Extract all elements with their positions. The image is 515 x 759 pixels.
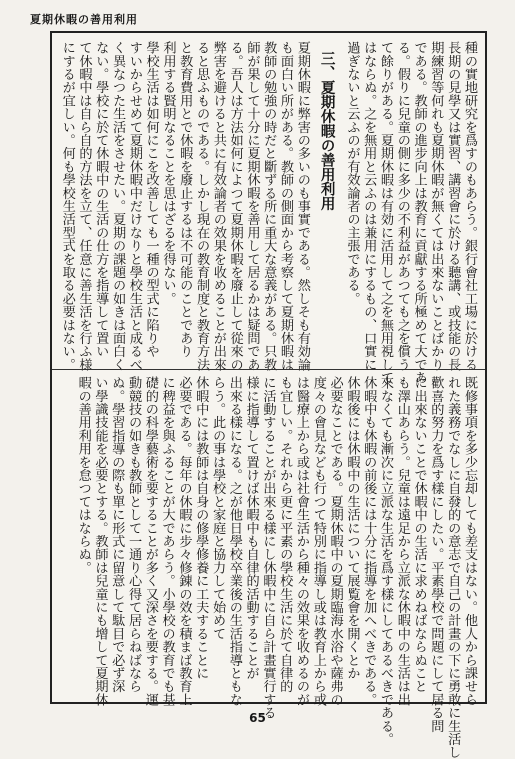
text-line: 期練習等何れも夏期休暇が無くては出來ないことばかり [428,41,444,371]
text-line: 來なくても漸次に立派な生活を爲す樣にしてあるべきである。 [378,376,394,746]
text-line: く異なつた生活をさせたい。夏期の課題の如きは面白く [110,41,126,371]
text-line: 必要なことである。夏期休暇中の夏期臨海水浴や薩弗の [327,376,343,706]
text-line: と教育費用とで休暇を廢止するは不可能のことであり [177,41,193,358]
upper-text-block [56,41,477,385]
text-line: 弊害を避けると共に有效論者の效果を收めることが出來 [210,41,226,371]
section-heading: 三、夏期休暇の善用利用 [318,51,335,211]
text-line: である。教師の進步向上は教育に貢獻する所極めて大であ [411,41,427,385]
text-line: 休暇中には教師は自身の修學修養に工夫することに [193,376,209,680]
text-line: 夏期休暇に弊害の多いのも事實である。然しそも有効論 [294,41,310,371]
text-line: 學校生活は如何にこを改善しても一種の型式に陷りや [143,41,159,358]
text-line: も宜しい。それから更に平素の學校生活に於て自律的 [277,376,293,693]
lower-paragraph-3 [74,376,209,706]
text-line: すいからせめて夏期休暇中だけなりと學校生活と成るべ [126,41,142,371]
text-line: ると思ふものである。しかし現在の教育制度と教育方法 [194,41,210,371]
text-line: に出來ないことで休暇中の生活に求めねばならぬこと [411,376,427,693]
text-line: て休暇中は自ら自的方法を立て、任意に善生活を行ふ様 [76,41,92,371]
text-line: は醫療上から或は社會生活から種々の效果を收めるのが [294,376,310,706]
text-line: 教師の勉強の時だと斷ずる所に重大な意義がある。只教 [261,41,277,371]
text-line: 礎的の科學藝術を要することが多く又深さを要する。運 [142,376,158,706]
text-line: に稗益を與ふることが大であらう。小學校の教育でも基 [159,376,175,706]
text-line: 休暇中も休暇の前後には十分に指導を加へべきである。 [361,376,377,706]
text-line: はならぬ。之を無用と云ふのは兼用にするもの、口實に [361,41,377,371]
text-line: ない。學校に於て休暇中の生活の仕方を指導して置い [93,41,109,358]
text-line: 必要である。每年の休暇に步々修錬の效を積まば教育上 [176,376,192,706]
text-line: 既修事項を多少忘却しても差支はない。他人から課せら [462,376,477,706]
text-line: 過ぎないと云ふのが有效論者の主張である。 [344,41,360,305]
lower-paragraph-1 [343,376,477,759]
text-line: も面白い所がある。教師の側面から考察して夏期休暇は [278,41,294,371]
text-line: 休暇後には休暇中の生活について展覧會を開くとか [344,376,360,680]
upper-paragraph-2 [159,41,310,371]
text-line: 出來る樣になる。之が他日學校卒業後の生活指導ともな [226,376,242,706]
text-line: にするが宜しい。何も學校生活型式を取る必要はない。 [59,41,75,371]
running-header: 夏期休暇の善用利用 [30,13,138,26]
section-divider [52,369,485,370]
page-number: 65 [249,711,266,725]
text-line: 種の實地研究を爲すのもあらう。銀行會社工場に於ける [462,41,477,371]
text-line: る。假りに兒童の側に多少の不利益があつても之を償う [394,41,410,371]
text-line: 様に指導して置けば休暇中も自律的活動することが [243,376,259,680]
text-line: る。吾人は方法如何によつて夏期休暇を廢止して從來の [227,41,243,371]
upper-paragraph-3 [58,41,159,371]
text-line: も澤山あらう。兒童は遠足から立派な休暇中の生活は出 [394,376,410,706]
text-line: 歡喜的努力を爲す樣にしたい。平素學校で問題にして居る問 [428,376,444,733]
text-line: 長期の見學又は實習、講習會に於ける聽講、或技能の長 [445,41,461,371]
text-line: らう。此の事は學校と家庭と協力して始めて [210,376,226,640]
text-line: れた義務でなしに自發的の意志で自己の計畫の下に勇敢に生活し [445,376,461,759]
text-line: 利用する賢明なることを思はざるを得ない。 [160,41,176,305]
text-line: 暇の善用利用を怠つてはならぬ。 [75,376,91,574]
text-line: 師が果して十分に夏期休暇を善用して居るかは疑問であ [244,41,260,371]
text-line: 動競技の如きも教師として一通り心得て居らねばなら [126,376,142,693]
text-line: に活動することが出來る樣にし休暇中に自ら計畫實行する [260,376,276,720]
text-line: て餘りがある。夏期休暇は有効に活用して之を無用視して [378,41,394,385]
text-line: 度々の會見なども行つて特別に指導し或は教育上から或 [310,376,326,706]
upper-paragraph-1 [343,41,477,385]
text-line: い學識技能を必要とする。教師は兒童にも增して夏期休 [92,376,108,706]
text-line: ぬ。學習指導の際も單に形式に留意して駄目で必ず深 [109,376,125,693]
